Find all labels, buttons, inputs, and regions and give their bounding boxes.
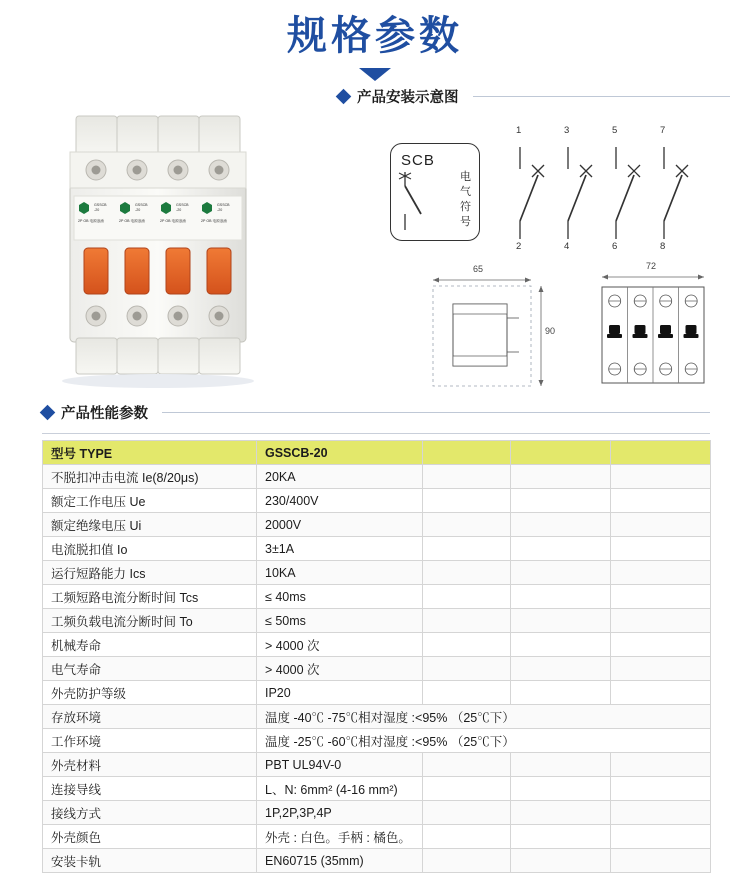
param-spacer-cell — [511, 489, 611, 513]
param-value-cell: 230/400V — [257, 489, 423, 513]
pole-number-bottom-2: 4 — [564, 241, 570, 252]
install-diagram-section — [338, 86, 730, 403]
svg-text:2P OB 电源浪涌: 2P OB 电源浪涌 — [78, 219, 104, 223]
table-row — [43, 753, 711, 777]
param-name-cell: 工频负载电流分断时间 To — [43, 609, 257, 633]
pole-number-top-4: 7 — [660, 125, 666, 136]
param-spacer-cell — [611, 609, 711, 633]
param-spacer-cell — [611, 489, 711, 513]
param-spacer-cell — [423, 849, 511, 873]
diamond-bullet-icon — [40, 405, 56, 421]
table-row — [43, 705, 711, 729]
param-name-cell: 工频短路电流分断时间 Tcs — [43, 585, 257, 609]
param-spacer-cell — [611, 633, 711, 657]
table-row — [43, 609, 711, 633]
dimension-drawing-front — [588, 263, 718, 398]
param-spacer-cell — [423, 537, 511, 561]
scb-label: SCB — [401, 152, 435, 169]
svg-text:-20: -20 — [217, 208, 223, 212]
param-spacer-cell — [511, 609, 611, 633]
table-row — [43, 825, 711, 849]
param-name-cell: 连接导线 — [43, 777, 257, 801]
diagram-area — [338, 113, 730, 403]
table-row — [43, 489, 711, 513]
page-title: 规格参数 — [287, 13, 463, 59]
table-row — [43, 465, 711, 489]
heading-rule — [473, 96, 731, 97]
param-value-cell: L、N: 6mm² (4-16 mm²) — [257, 777, 423, 801]
param-spacer-cell — [611, 777, 711, 801]
param-spacer-cell — [511, 681, 611, 705]
table-row — [43, 849, 711, 873]
param-name-cell: 不脱扣冲击电流 Ie(8/20μs) — [43, 465, 257, 489]
parameters-heading-label: 产品性能参数 — [61, 406, 148, 422]
param-spacer-cell — [511, 441, 611, 465]
table-row — [43, 537, 711, 561]
param-spacer-cell — [423, 441, 511, 465]
param-value-cell: EN60715 (35mm) — [257, 849, 423, 873]
param-spacer-cell — [423, 585, 511, 609]
front-view-glyph — [588, 263, 718, 398]
svg-text:GSSCB: GSSCB — [135, 203, 148, 207]
table-row — [43, 657, 711, 681]
pole-number-top-1: 1 — [516, 125, 522, 136]
table-row — [43, 561, 711, 585]
param-spacer-cell — [611, 465, 711, 489]
param-name-cell: 安装卡轨 — [43, 849, 257, 873]
param-value-cell: IP20 — [257, 681, 423, 705]
svg-text:GSSCB: GSSCB — [176, 203, 189, 207]
param-spacer-cell — [511, 633, 611, 657]
title-arrow-icon — [359, 68, 391, 81]
param-value-cell: 1P,2P,3P,4P — [257, 801, 423, 825]
param-spacer-cell — [423, 801, 511, 825]
param-spacer-cell — [511, 657, 611, 681]
table-row — [43, 441, 711, 465]
svg-text:2P OB 电源浪涌: 2P OB 电源浪涌 — [201, 219, 227, 223]
svg-text:-20: -20 — [135, 208, 141, 212]
dimension-width-right: 72 — [646, 261, 657, 271]
param-spacer-cell — [511, 753, 611, 777]
install-heading-label: 产品安装示意图 — [357, 90, 459, 106]
param-value-cell: PBT UL94V-0 — [257, 753, 423, 777]
param-spacer-cell — [423, 753, 511, 777]
scb-switch-glyph — [397, 170, 437, 234]
table-row — [43, 777, 711, 801]
param-spacer-cell — [423, 513, 511, 537]
param-spacer-cell — [611, 585, 711, 609]
param-value-cell: 20KA — [257, 465, 423, 489]
pole-number-top-3: 5 — [612, 125, 618, 136]
param-value-cell: > 4000 次 — [257, 633, 423, 657]
param-name-cell: 机械寿命 — [43, 633, 257, 657]
svg-text:GSSCB: GSSCB — [217, 203, 230, 207]
param-spacer-cell — [511, 777, 611, 801]
scb-symbol-box — [390, 143, 480, 241]
param-value-cell: ≤ 40ms — [257, 585, 423, 609]
param-value-cell: > 4000 次 — [257, 657, 423, 681]
dimension-height-left: 90 — [545, 326, 556, 336]
table-row — [43, 633, 711, 657]
param-spacer-cell — [611, 801, 711, 825]
param-spacer-cell — [611, 537, 711, 561]
param-value-cell: 温度 -25℃ -60℃相对湿度 :<95% （25℃下） — [257, 729, 711, 753]
pole-number-bottom-3: 6 — [612, 241, 618, 252]
table-row — [43, 681, 711, 705]
svg-text:2P OB 电源浪涌: 2P OB 电源浪涌 — [160, 219, 186, 223]
dimension-width-left: 65 — [473, 264, 484, 274]
svg-text:2P OB 电源浪涌: 2P OB 电源浪涌 — [119, 219, 145, 223]
param-name-cell: 存放环境 — [43, 705, 257, 729]
product-photo — [48, 100, 318, 395]
param-spacer-cell — [511, 801, 611, 825]
param-name-cell: 接线方式 — [43, 801, 257, 825]
param-value-cell: 10KA — [257, 561, 423, 585]
install-diagram-heading — [338, 86, 730, 107]
table-row — [43, 801, 711, 825]
param-spacer-cell — [511, 849, 611, 873]
table-row — [43, 513, 711, 537]
param-name-cell: 电流脱扣值 Io — [43, 537, 257, 561]
param-spacer-cell — [611, 513, 711, 537]
param-spacer-cell — [511, 537, 611, 561]
param-spacer-cell — [611, 681, 711, 705]
param-name-cell: 运行短路能力 Ics — [43, 561, 257, 585]
heading-rule — [162, 412, 710, 413]
dimension-drawing-side — [423, 264, 573, 398]
param-value-cell: 温度 -40℃ -75℃相对湿度 :<95% （25℃下） — [257, 705, 711, 729]
param-name-cell: 工作环境 — [43, 729, 257, 753]
param-name-cell: 外壳材料 — [43, 753, 257, 777]
pole-switch-glyphs — [508, 135, 708, 250]
param-spacer-cell — [423, 657, 511, 681]
param-value-cell: ≤ 50ms — [257, 609, 423, 633]
param-spacer-cell — [423, 681, 511, 705]
param-spacer-cell — [511, 825, 611, 849]
param-spacer-cell — [611, 561, 711, 585]
param-name-cell: 型号 TYPE — [43, 441, 257, 465]
param-spacer-cell — [423, 633, 511, 657]
param-value-cell: GSSCB-20 — [257, 441, 423, 465]
param-spacer-cell — [423, 561, 511, 585]
param-name-cell: 外壳颜色 — [43, 825, 257, 849]
parameters-table — [42, 440, 711, 873]
diamond-bullet-icon — [336, 89, 352, 105]
param-spacer-cell — [423, 825, 511, 849]
scb-cn-label: 电 气 符 号 — [460, 171, 471, 228]
table-row — [43, 585, 711, 609]
param-name-cell: 额定绝缘电压 Ui — [43, 513, 257, 537]
pole-switch-group — [508, 125, 708, 252]
param-spacer-cell — [423, 609, 511, 633]
param-spacer-cell — [511, 585, 611, 609]
param-spacer-cell — [611, 849, 711, 873]
param-value-cell: 2000V — [257, 513, 423, 537]
param-spacer-cell — [611, 657, 711, 681]
param-name-cell: 外壳防护等级 — [43, 681, 257, 705]
param-spacer-cell — [511, 465, 611, 489]
param-spacer-cell — [611, 441, 711, 465]
pole-number-top-2: 3 — [564, 125, 570, 136]
param-spacer-cell — [511, 513, 611, 537]
param-spacer-cell — [423, 465, 511, 489]
param-spacer-cell — [611, 753, 711, 777]
svg-text:-20: -20 — [94, 208, 100, 212]
pole-number-bottom-4: 8 — [660, 241, 666, 252]
param-value-cell: 外壳 : 白色。手柄 : 橘色。 — [257, 825, 423, 849]
parameters-section — [42, 402, 710, 873]
table-top-rule — [42, 433, 710, 434]
circuit-breaker-illustration — [48, 100, 318, 395]
table-row — [43, 729, 711, 753]
param-spacer-cell — [423, 489, 511, 513]
param-spacer-cell — [423, 777, 511, 801]
param-value-cell: 3±1A — [257, 537, 423, 561]
svg-text:-20: -20 — [176, 208, 182, 212]
param-spacer-cell — [611, 825, 711, 849]
param-name-cell: 额定工作电压 Ue — [43, 489, 257, 513]
page-header — [0, 0, 750, 81]
parameters-heading — [42, 402, 710, 423]
param-name-cell: 电气寿命 — [43, 657, 257, 681]
svg-text:GSSCB: GSSCB — [94, 203, 107, 207]
pole-number-bottom-1: 2 — [516, 241, 522, 252]
param-spacer-cell — [511, 561, 611, 585]
